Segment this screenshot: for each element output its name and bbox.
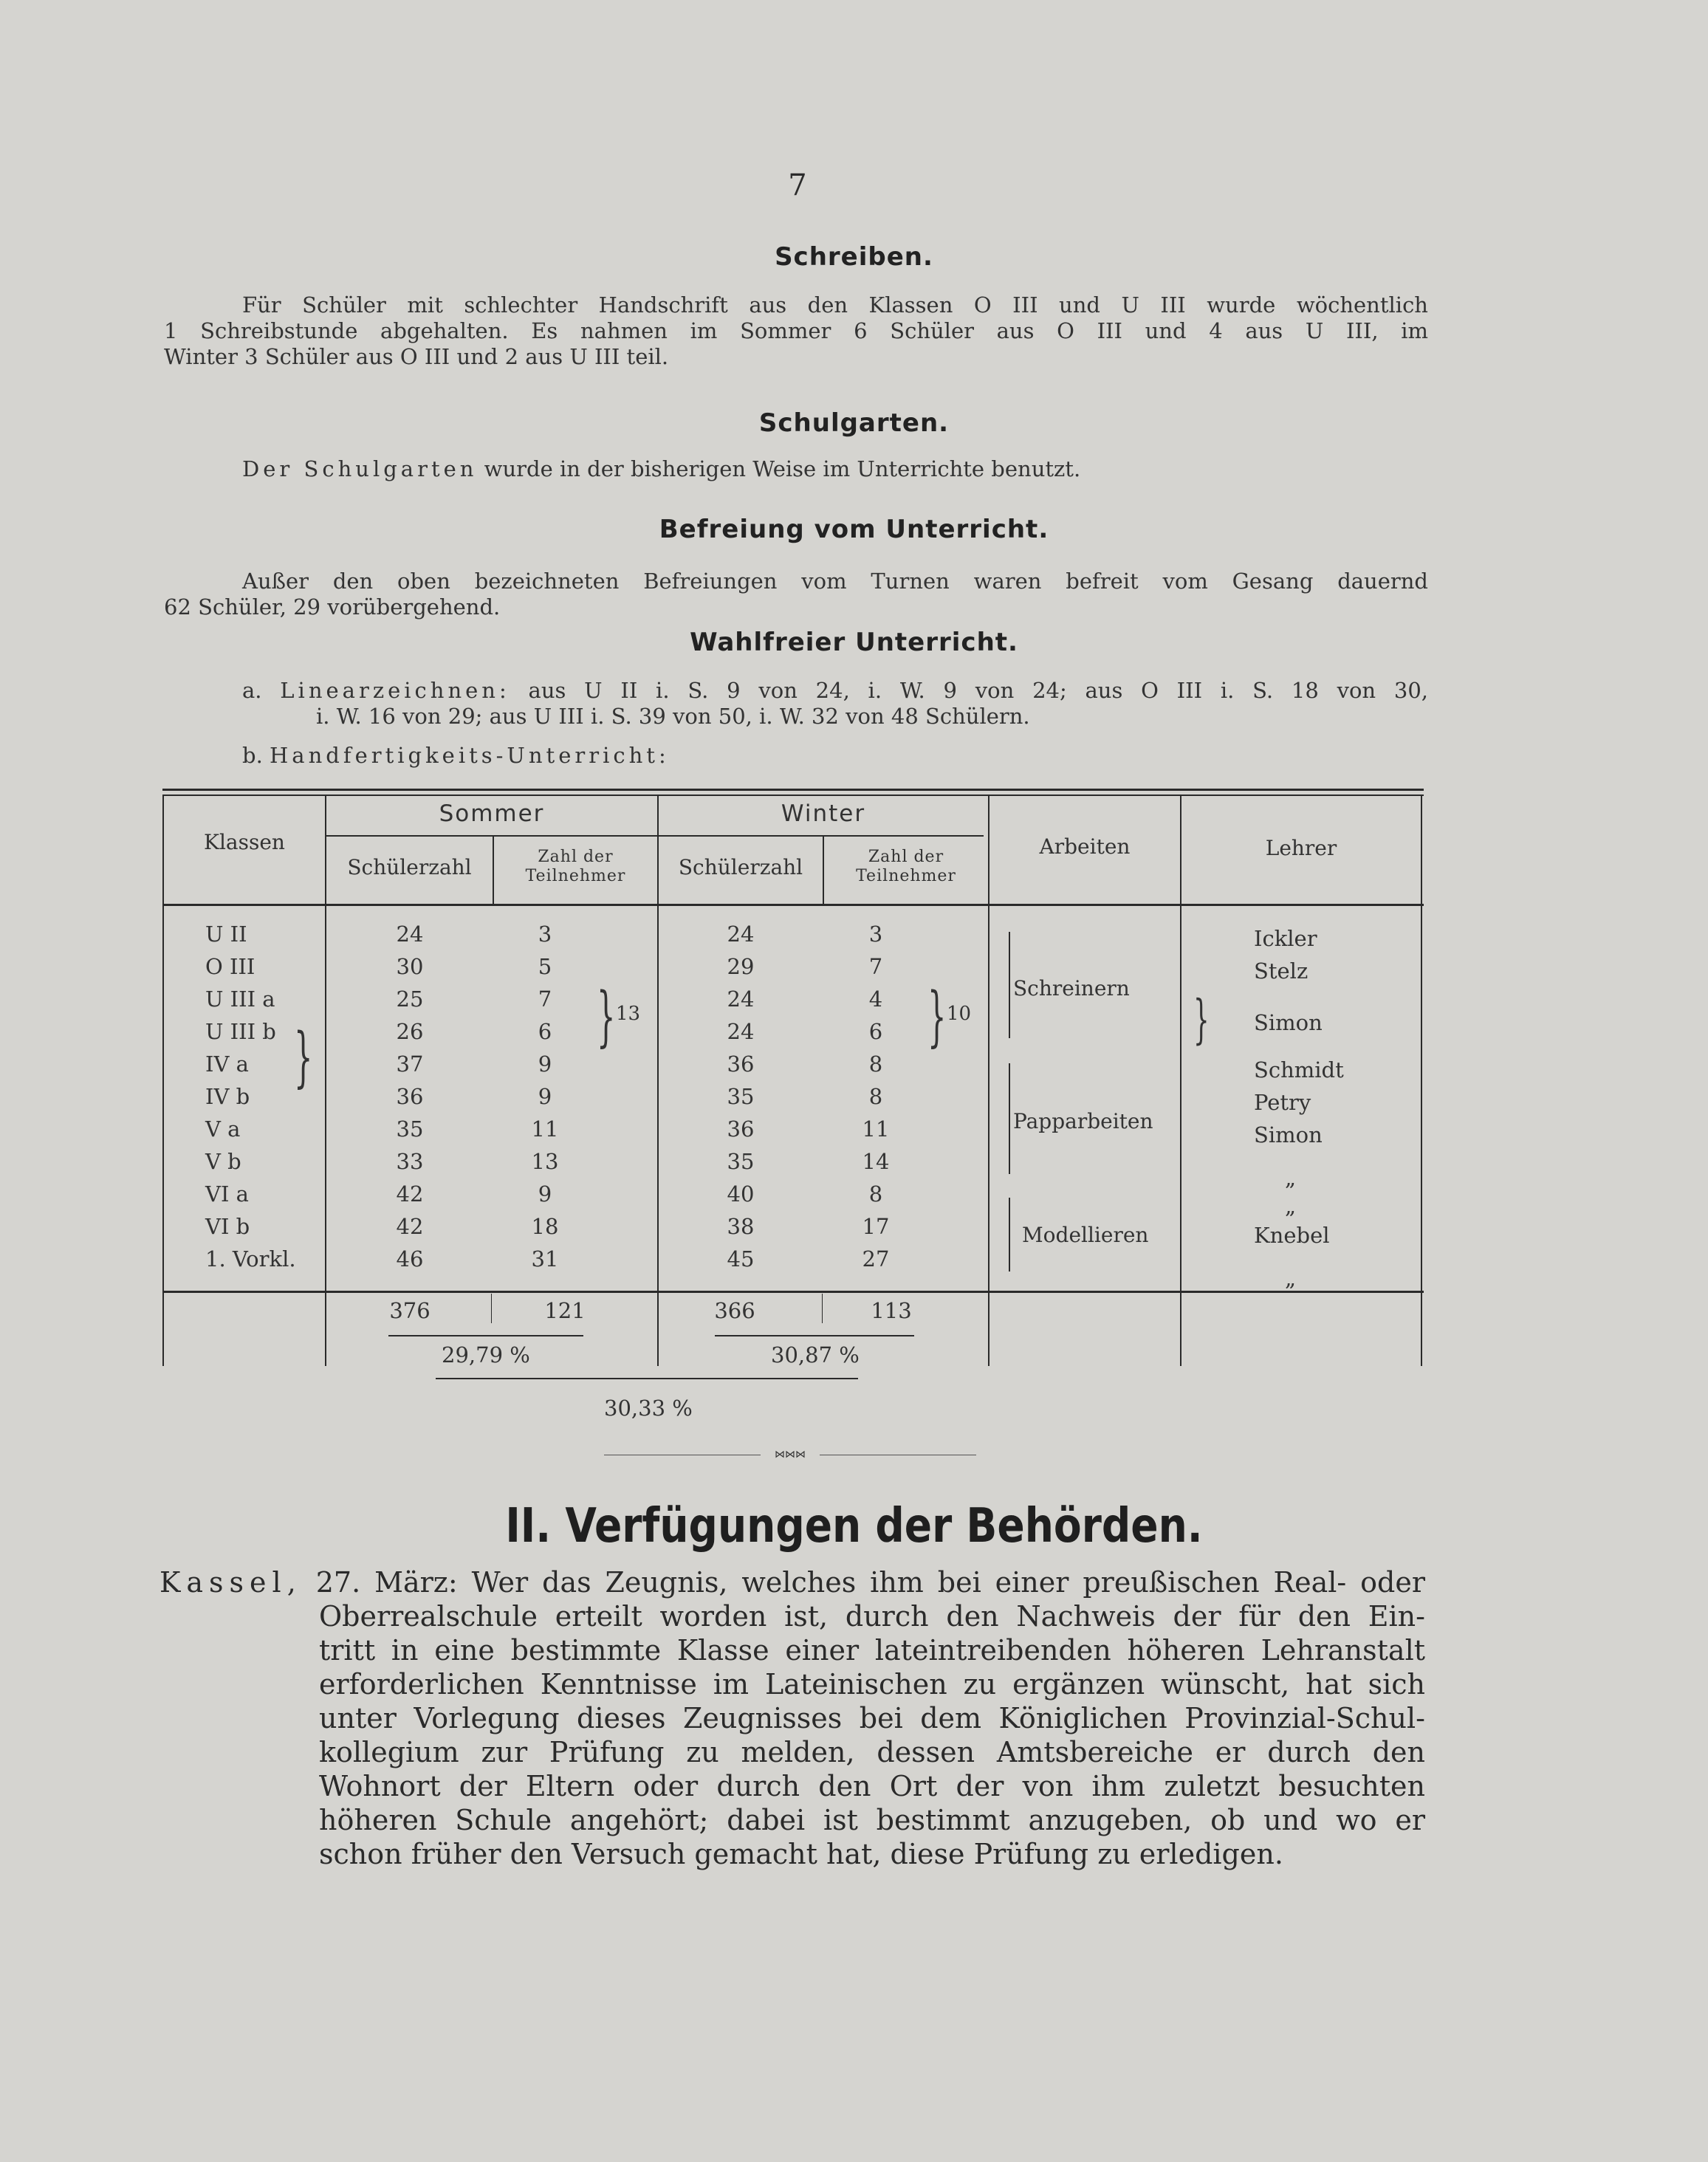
cell-w-schueler: 36	[727, 1116, 755, 1142]
total-s-schueler: 376	[389, 1298, 431, 1323]
part2-title: II. Verfügungen der Behörden.	[505, 1499, 1203, 1554]
section-title-wahlfrei: Wahlfreier Unterricht.	[690, 628, 1018, 657]
header-line: Teilnehmer	[525, 867, 626, 885]
brace-sommer: }	[597, 980, 616, 1055]
ornament-divider: ⋈⋈⋈	[604, 1450, 976, 1459]
text-span: wurde in der bisherigen Weise im Unterrichte benutzt.	[484, 456, 1081, 481]
cell-s-teiln: 6	[538, 1019, 552, 1044]
cell-klasse: 1. Vorkl.	[205, 1246, 296, 1272]
header-sommer: Sommer	[439, 800, 545, 827]
cell-s-schueler: 35	[396, 1116, 424, 1142]
list-label: a.	[242, 678, 262, 703]
header-lehrer: Lehrer	[1265, 836, 1337, 860]
cell-lehrer: Simon	[1254, 1010, 1323, 1035]
text-line: unter Vorlegung dieses Zeugnisses bei dem Königlichen Provinzial-Schul-	[319, 1702, 1425, 1734]
col-rule-total	[822, 1294, 823, 1323]
header-arbeiten: Arbeiten	[1039, 834, 1131, 859]
col-rule	[1180, 796, 1181, 1366]
cell-lehrer: Stelz	[1254, 958, 1309, 984]
cell-lehrer-ditto: „	[1285, 1266, 1297, 1291]
part2-body	[162, 1565, 1425, 1871]
sum-underline	[715, 1335, 914, 1336]
cell-arbeiten: Modellieren	[1022, 1223, 1149, 1247]
total-s-teiln: 121	[544, 1298, 586, 1323]
page-number: 7	[788, 168, 807, 202]
cell-klasse: U III a	[205, 986, 275, 1012]
cell-w-schueler: 24	[727, 1019, 755, 1044]
cell-w-schueler: 38	[727, 1214, 755, 1239]
cell-s-teiln: 9	[538, 1181, 552, 1207]
cell-w-schueler: 36	[727, 1051, 755, 1077]
cell-w-schueler: 35	[727, 1084, 755, 1109]
cell-w-teiln: 11	[862, 1116, 890, 1142]
cell-s-schueler: 33	[396, 1149, 424, 1174]
header-s-teilnehmer	[494, 848, 657, 886]
text-line: Wohnort der Eltern oder durch den Ort der von ihm zuletzt besuchten	[319, 1770, 1425, 1802]
text-line	[242, 678, 1428, 704]
paragraph-befreiung	[164, 569, 1428, 620]
text-line: i. W. 16 von 29; aus U III i. S. 39 von 50, i. W. 32 von 48 Schülern.	[316, 704, 1030, 729]
cell-w-teiln: 6	[868, 1019, 883, 1044]
text-line: Winter 3 Schüler aus O III und 2 aus U III teil.	[164, 344, 669, 369]
paragraph-schulgarten	[242, 456, 1276, 482]
cell-s-schueler: 30	[396, 954, 424, 979]
cell-s-teiln: 13	[531, 1149, 559, 1174]
paragraph-handfertigkeit	[242, 743, 1276, 769]
cell-s-teiln: 3	[538, 922, 552, 947]
header-s-schuelerzahl: Schülerzahl	[347, 855, 472, 879]
col-rule	[657, 796, 659, 1366]
sum-underline	[388, 1335, 583, 1336]
cell-w-teiln: 14	[862, 1149, 890, 1174]
cell-lehrer: Knebel	[1254, 1223, 1330, 1248]
text-line: kollegium zur Prüfung zu melden, dessen Amtsbereiche er durch den	[319, 1736, 1425, 1768]
cell-s-schueler: 26	[396, 1019, 424, 1044]
header-winter: Winter	[781, 800, 866, 827]
percent-sommer: 29,79 %	[442, 1342, 530, 1367]
cell-s-schueler: 25	[396, 986, 424, 1012]
cell-w-teiln: 17	[862, 1214, 890, 1239]
brace-simon: }	[1193, 989, 1210, 1051]
text-span: Wer das Zeugnis, welches ihm bei einer preußischen Real- oder	[471, 1566, 1425, 1599]
col-rule	[1421, 796, 1422, 1366]
cell-w-schueler: 24	[727, 922, 755, 947]
cell-s-schueler: 24	[396, 922, 424, 947]
header-w-teilnehmer	[824, 848, 988, 886]
cell-klasse: V a	[205, 1116, 241, 1142]
cell-klasse: IV b	[205, 1084, 250, 1109]
table-top-rule	[162, 789, 1424, 791]
cell-arbeiten: Schreinern	[1013, 976, 1130, 1001]
paragraph-linearzeichnen	[242, 678, 1428, 730]
paragraph-schreiben	[164, 292, 1428, 370]
total-w-teiln: 113	[871, 1298, 912, 1323]
text-span: aus U II i. S. 9 von 24, i. W. 9 von 24; aus O III i. S. 18 von 30,	[528, 678, 1429, 703]
header-line: Zahl der	[538, 848, 614, 866]
sum-underline	[436, 1378, 858, 1379]
spaced-term: Handfertigkeits-Unterricht:	[270, 743, 670, 768]
bracket-line-papparbeiten	[1009, 1063, 1010, 1174]
cell-w-teiln: 8	[868, 1084, 883, 1109]
text-line: 1 Schreibstunde abgehalten. Es nahmen im Sommer 6 Schüler aus O III und 4 aus U III, im	[164, 318, 1428, 343]
table-top-rule-2	[162, 795, 1424, 796]
cell-lehrer-ditto: „	[1285, 1193, 1297, 1218]
cell-s-teiln: 9	[538, 1051, 552, 1077]
header-line: Teilnehmer	[856, 867, 956, 885]
header-bottom-rule	[162, 904, 1424, 906]
cell-arbeiten: Papparbeiten	[1013, 1109, 1153, 1133]
spaced-term: Der Schulgarten	[242, 456, 478, 481]
header-divider	[325, 835, 984, 837]
cell-w-schueler: 45	[727, 1246, 755, 1272]
bracket-line-schreinern	[1009, 932, 1010, 1038]
cell-klasse: V b	[205, 1149, 241, 1174]
cell-lehrer: Ickler	[1254, 926, 1317, 951]
header-klassen: Klassen	[204, 830, 285, 854]
cell-w-teiln: 8	[868, 1051, 883, 1077]
cell-w-teiln: 7	[868, 954, 883, 979]
cell-w-schueler: 40	[727, 1181, 755, 1207]
col-rule	[325, 796, 326, 1366]
cell-w-teiln: 4	[868, 986, 883, 1012]
cell-w-schueler: 29	[727, 954, 755, 979]
cell-s-schueler: 46	[396, 1246, 424, 1272]
cell-s-teiln: 7	[538, 986, 552, 1012]
cell-klasse: U II	[205, 922, 247, 947]
section-title-schreiben: Schreiben.	[775, 242, 933, 272]
cell-s-teiln: 9	[538, 1084, 552, 1109]
cell-klasse: U III b	[205, 1019, 276, 1044]
list-label: b.	[242, 743, 263, 768]
spaced-term: Linearzeichnen:	[280, 678, 510, 703]
text-line: Für Schüler mit schlechter Handschrift aus den Klassen O III und U III wurde wöchentlich	[242, 292, 1428, 318]
header-w-schuelerzahl: Schülerzahl	[678, 855, 803, 879]
cell-s-teiln: 5	[538, 954, 552, 979]
brace-uiii: }	[294, 1020, 313, 1096]
header-line: Zahl der	[868, 848, 944, 866]
cell-s-schueler: 36	[396, 1084, 424, 1109]
cell-klasse: IV a	[205, 1051, 249, 1077]
cell-s-schueler: 37	[396, 1051, 424, 1077]
cell-lehrer: Simon	[1254, 1122, 1323, 1147]
cell-s-schueler: 42	[396, 1181, 424, 1207]
total-w-schueler: 366	[714, 1298, 755, 1323]
section-title-schulgarten: Schulgarten.	[758, 408, 950, 438]
cell-klasse: VI b	[205, 1214, 250, 1239]
text-line: schon früher den Versuch gemacht hat, diese Prüfung zu erledigen.	[319, 1838, 1283, 1870]
cell-klasse: VI a	[205, 1181, 249, 1207]
text-line: Oberrealschule erteilt worden ist, durch den Nachweis der für den Ein-	[319, 1600, 1425, 1633]
text-line: erforderlichen Kenntnisse im Lateinischen zu ergänzen wünscht, hat sich	[319, 1668, 1425, 1701]
date: 27. März:	[315, 1566, 458, 1599]
cell-lehrer: Petry	[1254, 1090, 1311, 1115]
cell-s-teiln: 31	[531, 1246, 559, 1272]
col-rule-total	[491, 1294, 492, 1323]
col-rule	[162, 796, 164, 1366]
cell-lehrer-ditto: „	[1285, 1165, 1297, 1190]
cell-w-teiln: 3	[868, 922, 883, 947]
body-bottom-rule	[162, 1291, 1424, 1293]
cell-w-teiln: 27	[862, 1246, 890, 1272]
cell-s-schueler: 42	[396, 1214, 424, 1239]
cell-w-teiln: 8	[868, 1181, 883, 1207]
text-line: höheren Schule angehört; dabei ist bestimmt anzugeben, ob und wo er	[319, 1804, 1425, 1836]
percent-winter: 30,87 %	[771, 1342, 860, 1367]
section-title-befreiung: Befreiung vom Unterricht.	[659, 515, 1049, 544]
bracket-line-modellieren	[1009, 1198, 1010, 1272]
text-line: Außer den oben bezeichneten Befreiungen vom Turnen waren befreit vom Gesang dauernd	[242, 569, 1428, 594]
bracket-sum-sommer: 13	[616, 1003, 641, 1025]
cell-klasse: O III	[205, 954, 255, 979]
cell-s-teiln: 18	[531, 1214, 559, 1239]
text-line: 62 Schüler, 29 vorübergehend.	[164, 594, 501, 620]
brace-winter: }	[927, 980, 947, 1055]
cell-w-schueler: 35	[727, 1149, 755, 1174]
percent-total: 30,33 %	[604, 1396, 693, 1421]
cell-lehrer: Schmidt	[1254, 1057, 1344, 1082]
place: Kassel,	[160, 1566, 302, 1599]
text-line: tritt in eine bestimmte Klasse einer lateintreibenden höheren Lehranstalt	[319, 1634, 1425, 1667]
bracket-sum-winter: 10	[947, 1003, 972, 1025]
col-rule	[988, 796, 990, 1366]
text-line	[162, 1565, 1425, 1599]
cell-w-schueler: 24	[727, 986, 755, 1012]
cell-s-teiln: 11	[531, 1116, 559, 1142]
